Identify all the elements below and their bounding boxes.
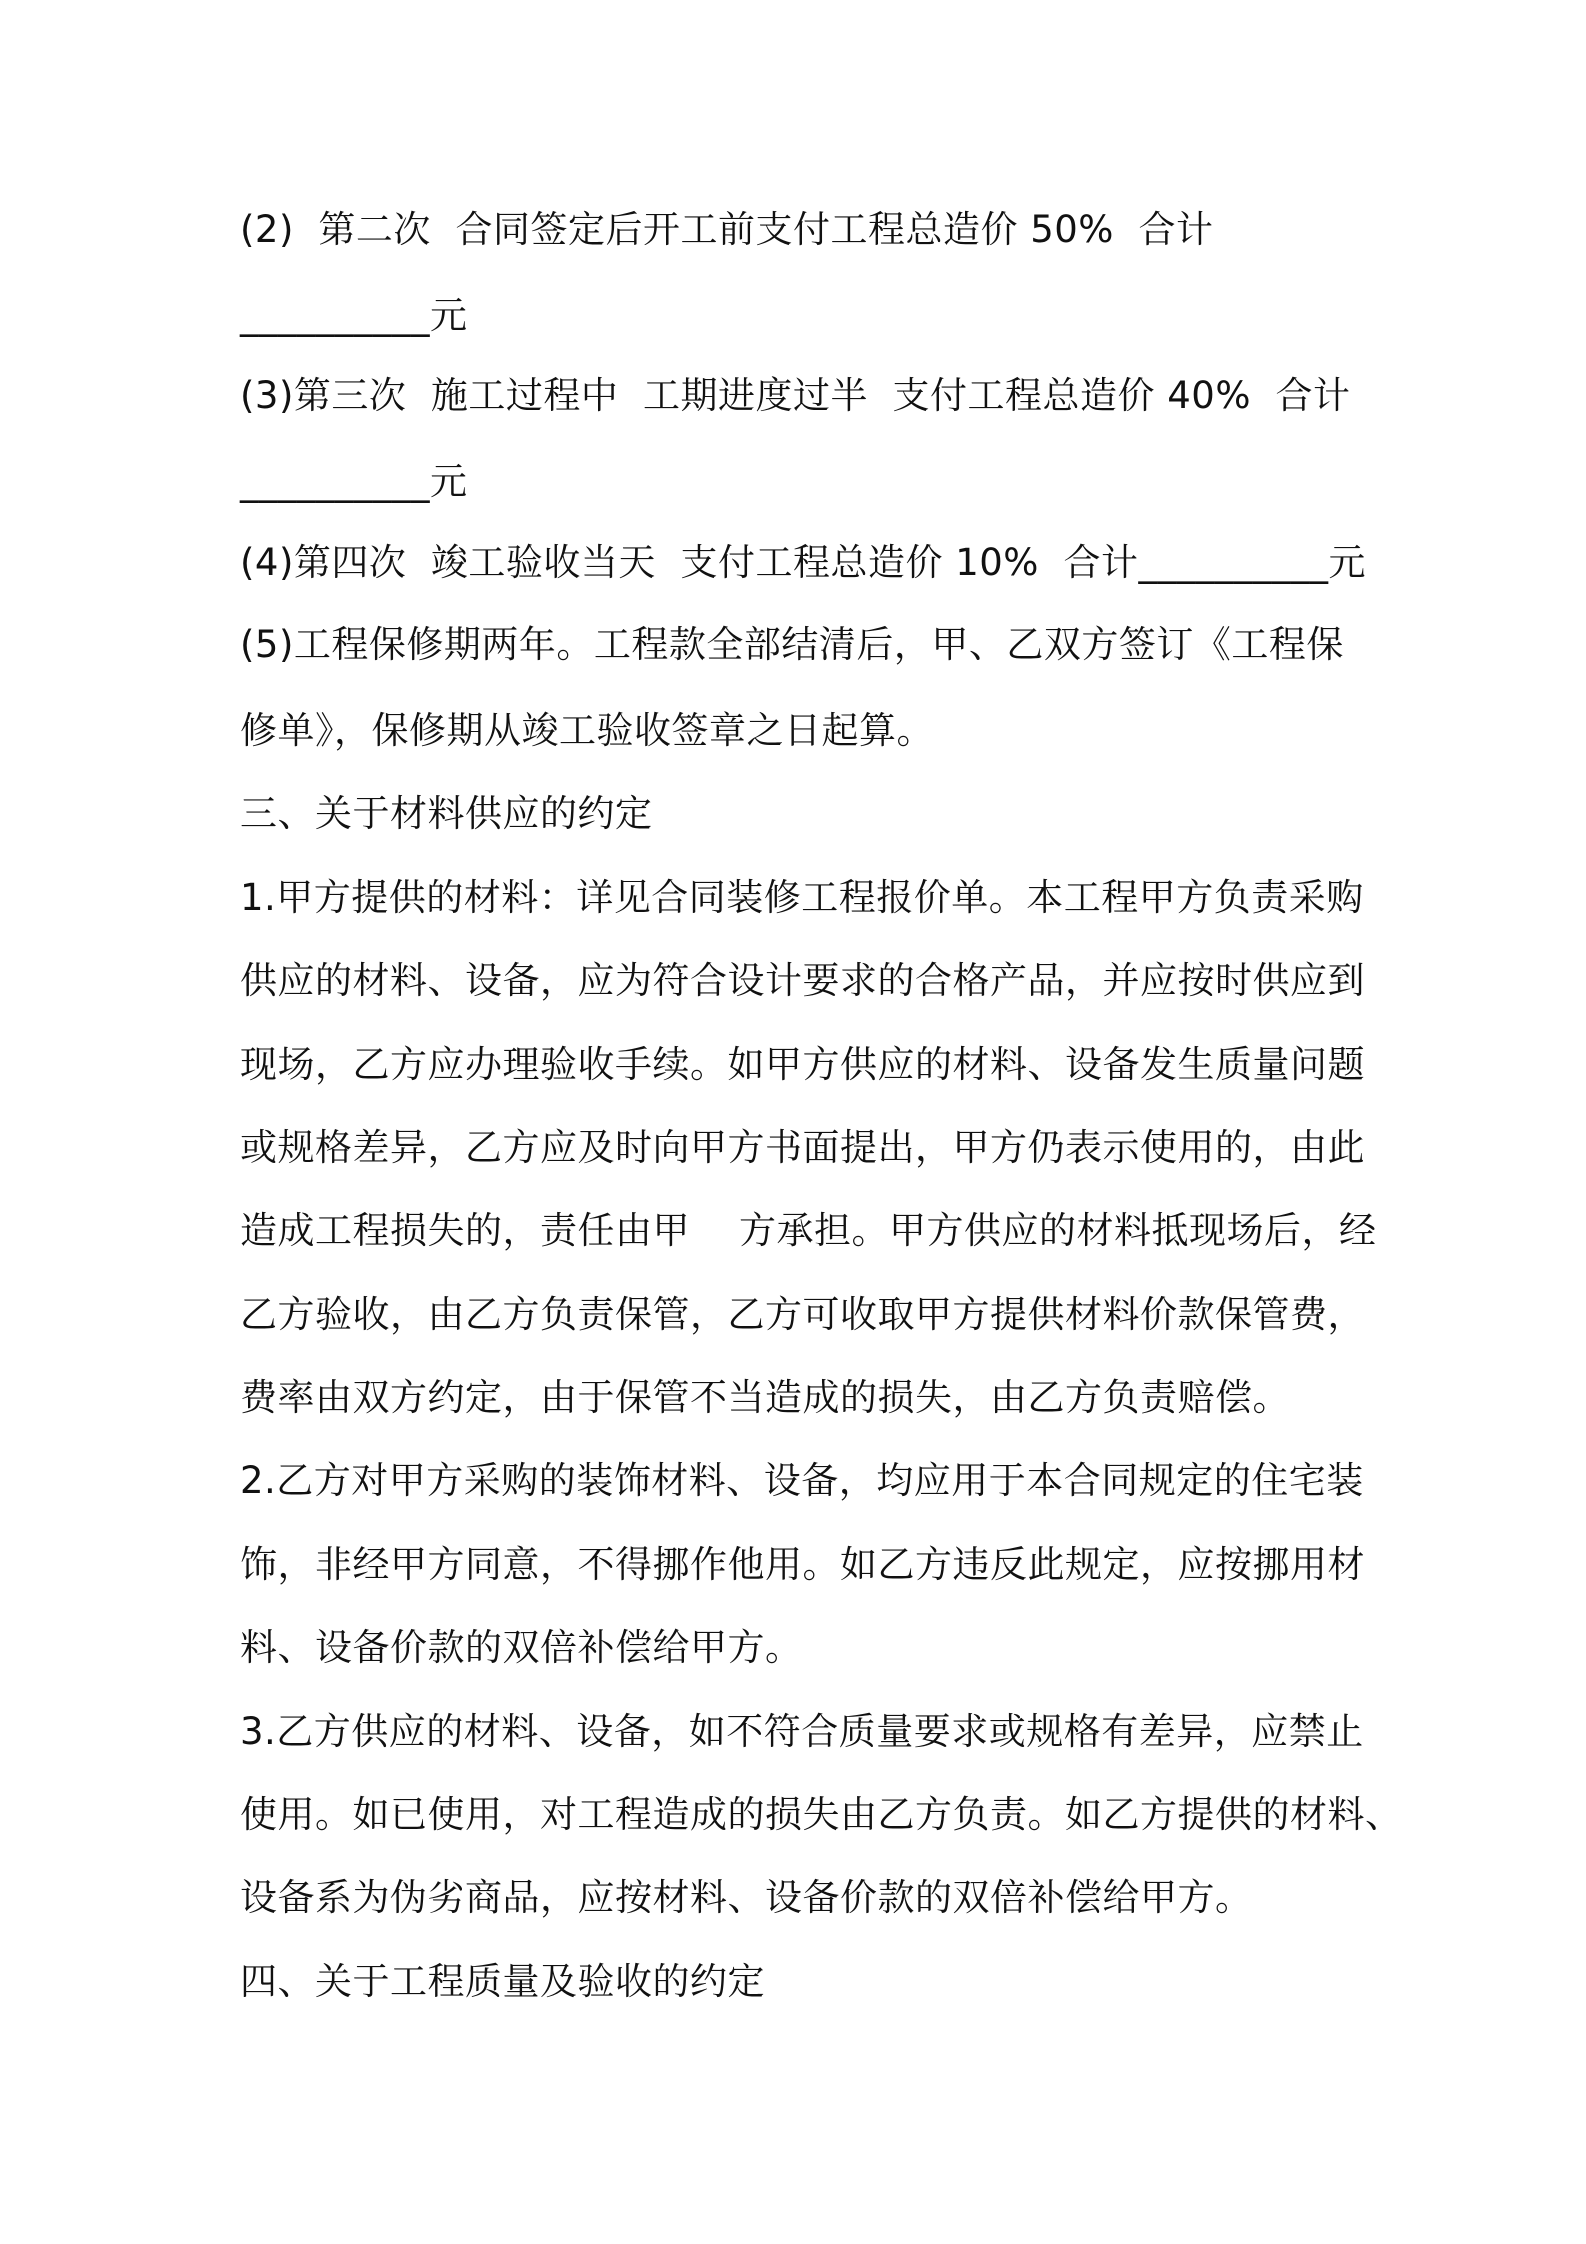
section-heading-materials: 三、关于材料供应的约定: [240, 792, 653, 835]
payment-fourth-installment-line: (4)第四次 竣工验收当天 支付工程总造价 10% 合计__________元: [240, 541, 1366, 584]
payment-second-installment-line: (2) 第二次 合同签定后开工前支付工程总造价 50% 合计: [240, 208, 1214, 251]
materials-clause-2-line-2: 饰，非经甲方同意，不得挪作他用。如乙方违反此规定，应按挪用材: [240, 1543, 1365, 1586]
section-heading-quality-acceptance: 四、关于工程质量及验收的约定: [240, 1960, 765, 2003]
materials-clause-3-line-3: 设备系为伪劣商品，应按材料、设备价款的双倍补偿给甲方。: [240, 1876, 1253, 1919]
materials-clause-1-line-7: 费率由双方约定，由于保管不当造成的损失，由乙方负责赔偿。: [240, 1376, 1290, 1419]
materials-clause-2-line-1: 2.乙方对甲方采购的装饰材料、设备，均应用于本合同规定的住宅装: [240, 1459, 1364, 1502]
warranty-line-1: (5)工程保修期两年。工程款全部结清后，甲、乙双方签订《工程保: [240, 623, 1344, 666]
materials-clause-1-line-4: 或规格差异，乙方应及时向甲方书面提出，甲方仍表示使用的，由此: [240, 1126, 1365, 1169]
materials-clause-3-line-1: 3.乙方供应的材料、设备，如不符合质量要求或规格有差异，应禁止: [240, 1710, 1364, 1753]
warranty-line-2: 修单》，保修期从竣工验收签章之日起算。: [240, 709, 934, 752]
materials-clause-2-line-3: 料、设备价款的双倍补偿给甲方。: [240, 1626, 803, 1669]
materials-clause-1-line-1: 1.甲方提供的材料：详见合同装修工程报价单。本工程甲方负责采购: [240, 876, 1364, 919]
payment-third-amount-line: __________元: [240, 460, 468, 503]
materials-clause-1-line-3: 现场，乙方应办理验收手续。如甲方供应的材料、设备发生质量问题: [240, 1043, 1365, 1086]
materials-clause-1-line-6: 乙方验收，由乙方负责保管，乙方可收取甲方提供材料价款保管费，: [240, 1293, 1365, 1336]
materials-clause-3-line-2: 使用。如已使用，对工程造成的损失由乙方负责。如乙方提供的材料、: [240, 1793, 1403, 1836]
materials-clause-1-line-2: 供应的材料、设备，应为符合设计要求的合格产品，并应按时供应到: [240, 959, 1365, 1002]
payment-second-amount-line: __________元: [240, 294, 468, 337]
materials-clause-1-line-5: 造成工程损失的，责任由甲 方承担。甲方供应的材料抵现场后，经: [240, 1209, 1377, 1252]
payment-third-installment-line: (3)第三次 施工过程中 工期进度过半 支付工程总造价 40% 合计: [240, 374, 1351, 417]
